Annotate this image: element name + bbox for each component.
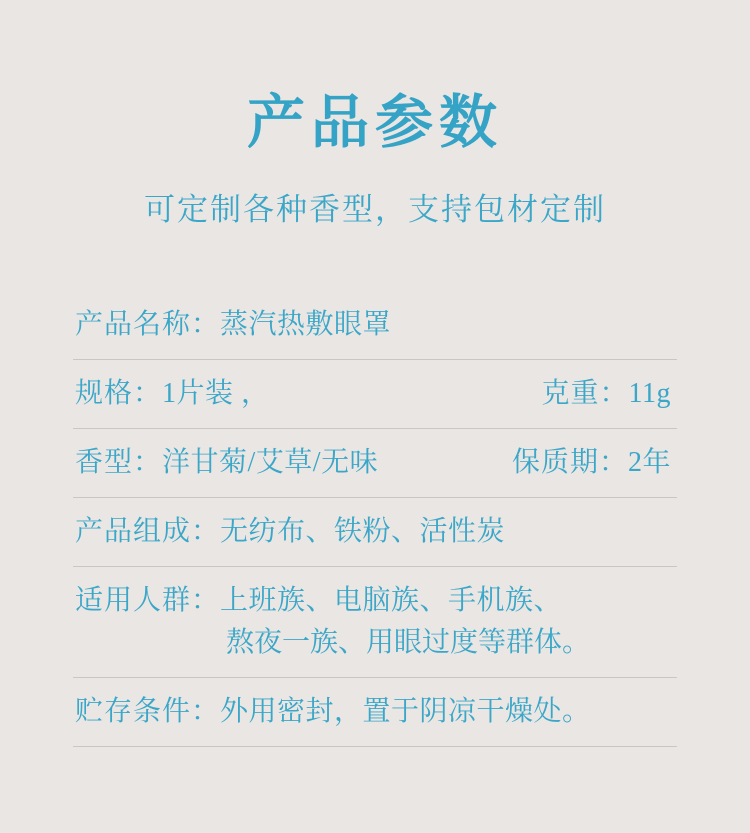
table-row	[73, 678, 677, 747]
table-row	[73, 291, 677, 360]
spec-label: 适用人群：	[75, 584, 221, 616]
table-row	[73, 567, 677, 678]
spec-label-secondary: 克重：	[541, 377, 629, 409]
table-row	[73, 429, 677, 498]
spec-value: 无纺布、铁粉、活性炭	[220, 515, 506, 547]
spec-label: 贮存条件：	[75, 695, 221, 727]
table-row	[73, 498, 677, 567]
spec-value: 1片装 ，	[162, 377, 270, 409]
spec-value: 蒸汽热敷眼罩	[220, 308, 392, 340]
spec-value: 洋甘菊/艾草/无味	[162, 446, 379, 478]
spec-label: 规格：	[75, 377, 163, 409]
table-row	[73, 360, 677, 429]
spec-table	[73, 291, 677, 747]
spec-label: 产品组成：	[75, 515, 221, 547]
spec-value-line-2: 熬夜一族、用眼过度等群体。	[226, 626, 591, 658]
spec-value-secondary: 11g	[628, 377, 671, 409]
spec-label: 产品名称：	[75, 308, 221, 340]
page-subtitle: 可定制各种香型，支持包材定制	[144, 191, 606, 227]
page-title: 产品参数	[246, 90, 503, 155]
spec-value: 上班族、电脑族、手机族、	[220, 584, 563, 616]
spec-value-secondary: 2年	[627, 446, 671, 478]
spec-label: 香型：	[75, 446, 163, 478]
spec-label-secondary: 保质期：	[511, 446, 628, 478]
spec-value: 外用密封，置于阴凉干燥处。	[220, 695, 591, 727]
